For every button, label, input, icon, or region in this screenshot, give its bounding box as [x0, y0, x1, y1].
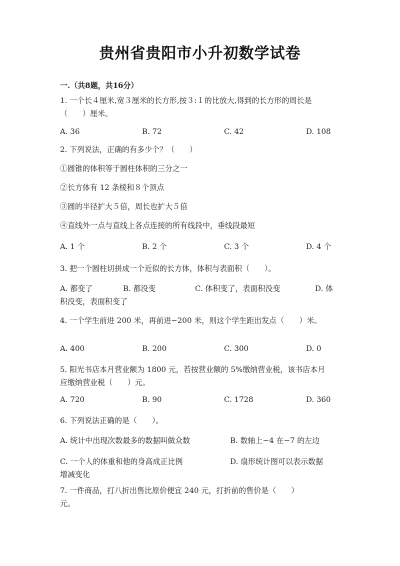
question-2-option-d: D. 4 个: [306, 242, 332, 251]
question-6-option-d-cont: 增减变化: [60, 470, 90, 479]
question-5-option-b: B. 90: [142, 395, 162, 404]
question-2-option-b: B. 2 个: [142, 242, 167, 251]
question-5-option-c: C. 1728: [224, 395, 254, 404]
page-title: 贵州省贵阳市小升初数学试卷: [99, 44, 301, 62]
question-6-option-a: A. 统计中出现次数最多的数据叫做众数: [60, 436, 191, 445]
question-3-text: 3. 把一个圆柱切拼成一个近似的长方体，体积与表面积（ ）。: [60, 264, 276, 273]
question-4-option-a: A. 400: [60, 344, 85, 353]
question-3-option-b: B. 都没变: [123, 284, 156, 293]
question-2-text: 2. 下列说法，正确的有多少个？（ ）: [60, 145, 198, 154]
question-1-option-d: D. 108: [306, 127, 331, 136]
question-3-option-c: C. 体积变了，表面积没变: [195, 284, 281, 293]
question-2-statement-1: ①圆锥的体积等于圆柱体积的三分之一: [60, 164, 188, 173]
question-5-text: 5. 阳光书店本月营业额为 1800 元，若按营业额的 5%缴纳营业税，该书店本月: [60, 365, 326, 374]
question-4-option-d: D. 0: [306, 344, 322, 353]
question-6-option-b: B. 数轴上−4 在−7 的左边: [230, 436, 320, 445]
question-4-option-b: B. 200: [142, 344, 167, 353]
question-1-text-cont: （ ）厘米。: [60, 109, 113, 118]
question-4-option-c: C. 300: [224, 344, 249, 353]
question-2-option-c: C. 3 个: [224, 242, 249, 251]
question-1-text: 1. 一个长４厘米,宽３厘米的长方形,按３:１的比放大,得到的长方形的周长是: [60, 96, 312, 105]
question-2-statement-3: ③圆的半径扩大５倍，周长也扩大５倍: [60, 202, 188, 211]
question-1-option-b: B. 72: [142, 127, 162, 136]
question-2-option-a: A. 1 个: [60, 242, 85, 251]
question-1-option-c: C. 42: [224, 127, 244, 136]
question-7-text-cont: 元。: [60, 499, 75, 508]
question-6-option-d: D. 扇形统计图可以表示数据: [230, 457, 324, 466]
question-2-statement-4: ④直线外一点与直线上各点连接的所有线段中，垂线段最短: [60, 221, 255, 230]
question-2-statement-2: ②长方体有 12 条棱和８个顶点: [60, 183, 165, 192]
question-1-option-a: A. 36: [60, 127, 80, 136]
section-heading: 一.（共8题，共16分）: [60, 81, 139, 90]
question-5-text-cont: 应缴纳营业税（ ）元。: [60, 378, 150, 387]
question-6-text: 6. 下列说法正确的是（ ）。: [60, 416, 164, 425]
question-3-option-d: D. 体: [315, 284, 334, 293]
question-6-option-c: C. 一个人的体重和他的身高成正比例: [60, 457, 183, 466]
question-3-option-a: A. 都变了: [60, 284, 93, 293]
question-5-option-d: D. 360: [306, 395, 331, 404]
question-4-text: 4. 一个学生前进 200 米，再前进−200 米，则这个学生距出发点（ ）米。: [60, 316, 322, 325]
question-3-option-d-cont: 积没变，表面积变了: [60, 297, 128, 306]
question-5-option-a: A. 720: [60, 395, 85, 404]
question-7-text: 7. 一件商品，打八折出售比原价便宜 240 元，打折前的售价是（ ）: [60, 486, 299, 495]
